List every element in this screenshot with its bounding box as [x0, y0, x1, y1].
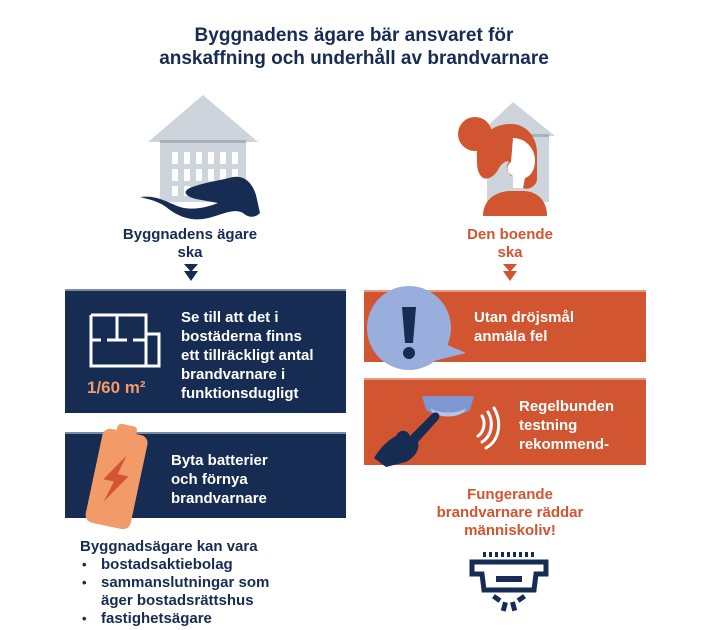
text-line: brandvarnare i: [181, 366, 286, 383]
text-line: anmäla fel: [474, 328, 548, 345]
resident-woman-house-icon: [455, 98, 560, 216]
detector-ratio-badge: 1/60 m²: [87, 378, 146, 397]
owners-list-heading: Byggnadsägare kan vara: [80, 538, 258, 555]
text-line: funktionsdugligt: [181, 385, 299, 402]
owner-label-line-2: ska: [177, 244, 203, 261]
owners-list-item: [80, 574, 269, 610]
text-line: brandvarnare: [171, 490, 267, 507]
text-line: ett tillräckligt antal: [181, 347, 314, 364]
resident-column-label: [420, 226, 600, 262]
text-line: och förnya: [171, 471, 248, 488]
house-with-hand-icon: [138, 95, 268, 220]
owner-task-2-text: [171, 451, 268, 508]
item-text: • sammanslutningar som: [101, 574, 270, 591]
page-title: [0, 24, 708, 70]
resident-task-2-text: [519, 397, 614, 454]
text-line: rekommend-: [519, 436, 610, 453]
text-line: Regelbunden: [519, 398, 615, 415]
text-line: testning: [519, 417, 578, 434]
owner-task-1-text: [181, 308, 314, 403]
hand-pressing-smoke-detector-icon: [374, 392, 514, 467]
floor-plan-icon: [89, 313, 161, 369]
exclamation-speech-bubble-icon: [366, 285, 466, 375]
text-line: Se till att det i: [181, 309, 279, 326]
double-arrow-down-icon: [503, 264, 517, 282]
owner-label-line-1: Byggnadens ägare: [122, 226, 258, 243]
item-text: bostadsaktiebolag: [101, 556, 233, 573]
text-line: människoliv!: [464, 522, 556, 539]
battery-icon: [82, 422, 152, 532]
double-arrow-down-icon: [184, 264, 198, 282]
text-line: Fungerande: [467, 486, 553, 503]
owners-list-item: [80, 610, 269, 628]
owner-task-sufficient-detectors: [65, 289, 346, 413]
resident-task-regular-testing: [364, 378, 646, 465]
owners-list: [80, 538, 269, 628]
title-line-1: Byggnadens ägare bär ansvaret för: [194, 25, 514, 46]
smoke-detector-icon: [468, 552, 550, 614]
item-text: äger bostadsrättshus: [101, 592, 254, 609]
resident-label-line-1: Den boende: [467, 226, 553, 243]
text-line: brandvarnare räddar: [436, 504, 584, 521]
closing-message: [395, 486, 625, 540]
owner-column-label: [100, 226, 280, 262]
text-line: Byta batterier: [171, 452, 268, 469]
resident-label-line-2: ska: [497, 244, 523, 261]
title-line-2: anskaffning och underhåll av brandvarnare: [159, 48, 549, 69]
text-line: bostäderna finns: [181, 328, 302, 345]
resident-task-1-text: [474, 308, 574, 346]
item-text: fastighetsägare: [101, 610, 212, 627]
text-line: Utan dröjsmål: [474, 309, 575, 326]
owners-list-item: [80, 556, 269, 574]
